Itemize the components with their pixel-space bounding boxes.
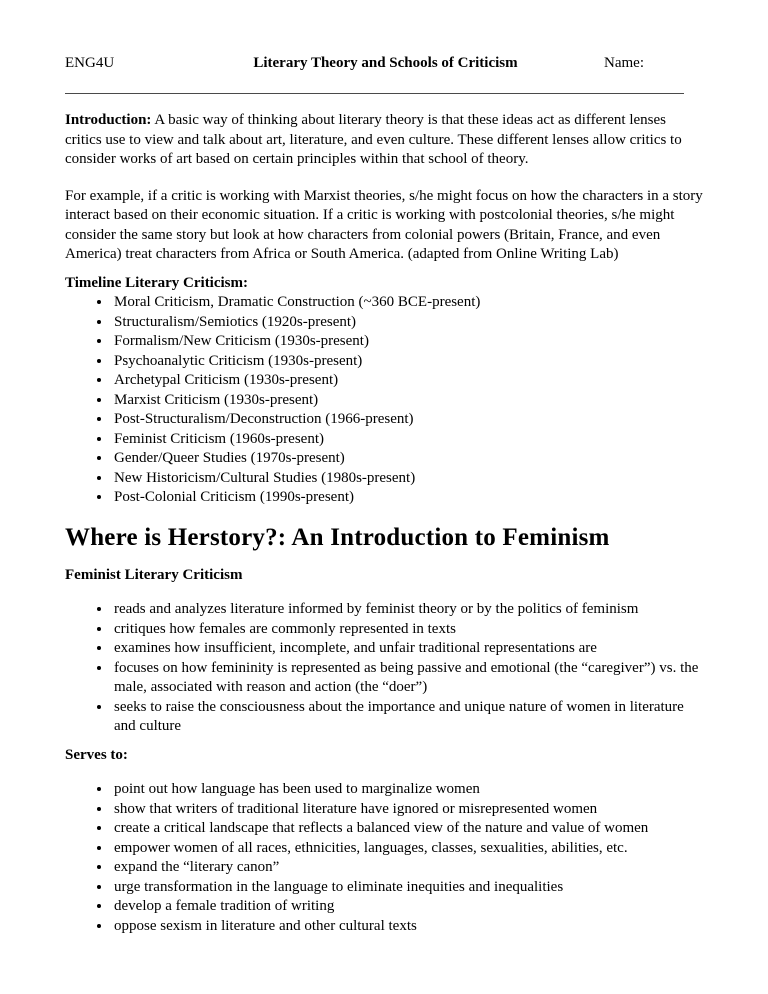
introduction-paragraph [65, 111, 706, 170]
feminist-criticism-item: • focuses on how femininity is represented as being passive and emotional (the “caregiver”) vs. the male, associated with reason and action (the “doer”) [112, 659, 706, 698]
timeline-heading: Timeline Literary Criticism: [65, 274, 249, 291]
example-paragraph: For example, if a critic is working with Marxist theories, s/he might focus on how the characters in a story interact based on their economic situation. If a critic is working with postcolonial theories, s/he might consider the same story but look at how characters from colonial powers (Britain, France, and even America) treat characters from Africa or South America. (adapted from Online Writing Lab) [65, 187, 703, 262]
herstory-section-title: Where is Herstory?: An Introduction to Feminism [65, 523, 610, 551]
feminist-criticism-item: • reads and analyzes literature informed by feminist theory or by the politics of feminism [112, 600, 706, 620]
feminist-criticism-item: • examines how insufficient, incomplete, and unfair traditional representations are [112, 639, 706, 659]
serves-to-item: • develop a female tradition of writing [112, 897, 706, 917]
feminist-criticism-subheading: Feminist Literary Criticism [65, 566, 243, 583]
timeline-item: • Marxist Criticism (1930s-present) [112, 391, 706, 411]
serves-to-item: • empower women of all races, ethnicities, languages, classes, sexualities, abilities, etc. [112, 839, 706, 859]
serves-to-item: • expand the “literary canon” [112, 858, 706, 878]
serves-to-item: • oppose sexism in literature and other cultural texts [112, 917, 706, 937]
serves-to-item: • create a critical landscape that reflects a balanced view of the nature and value of women [112, 819, 706, 839]
timeline-list [65, 293, 706, 508]
serves-to-item: • urge transformation in the language to eliminate inequities and inequalities [112, 878, 706, 898]
timeline-item: • Formalism/New Criticism (1930s-present) [112, 332, 706, 352]
name-label: Name: [604, 55, 644, 71]
serves-to-item: • point out how language has been used to marginalize women [112, 780, 706, 800]
feminist-criticism-item: • critiques how females are commonly represented in texts [112, 620, 706, 640]
introduction-text: A basic way of thinking about literary theory is that these ideas act as different lenses critics use to view and talk about art, literature, and even culture. These different lenses allow critics to consider works of art based on certain principles within that school of theory. [65, 112, 682, 167]
timeline-item: • Archetypal Criticism (1930s-present) [112, 371, 706, 391]
timeline-item: • Feminist Criticism (1960s-present) [112, 430, 706, 450]
feminist-criticism-list [65, 600, 706, 737]
course-code: ENG4U [65, 55, 115, 71]
header-divider-line [65, 74, 684, 94]
serves-to-heading: Serves to: [65, 746, 128, 763]
timeline-item: • Psychoanalytic Criticism (1930s-present) [112, 352, 706, 372]
timeline-item: • Post-Structuralism/Deconstruction (1966-present) [112, 410, 706, 430]
timeline-item: • New Historicism/Cultural Studies (1980s-present) [112, 469, 706, 489]
feminist-criticism-item: • seeks to raise the consciousness about the importance and unique nature of women in literature and culture [112, 698, 706, 737]
introduction-label: Introduction: [65, 112, 152, 128]
document-header [65, 54, 706, 74]
document-title: Literary Theory and Schools of Criticism [253, 55, 518, 71]
timeline-item: • Structuralism/Semiotics (1920s-present) [112, 313, 706, 333]
timeline-item: • Gender/Queer Studies (1970s-present) [112, 449, 706, 469]
serves-to-list [65, 780, 706, 936]
serves-to-item: • show that writers of traditional literature have ignored or misrepresented women [112, 800, 706, 820]
timeline-item: • Post-Colonial Criticism (1990s-present) [112, 488, 706, 508]
timeline-item: • Moral Criticism, Dramatic Construction (~360 BCE-present) [112, 293, 706, 313]
